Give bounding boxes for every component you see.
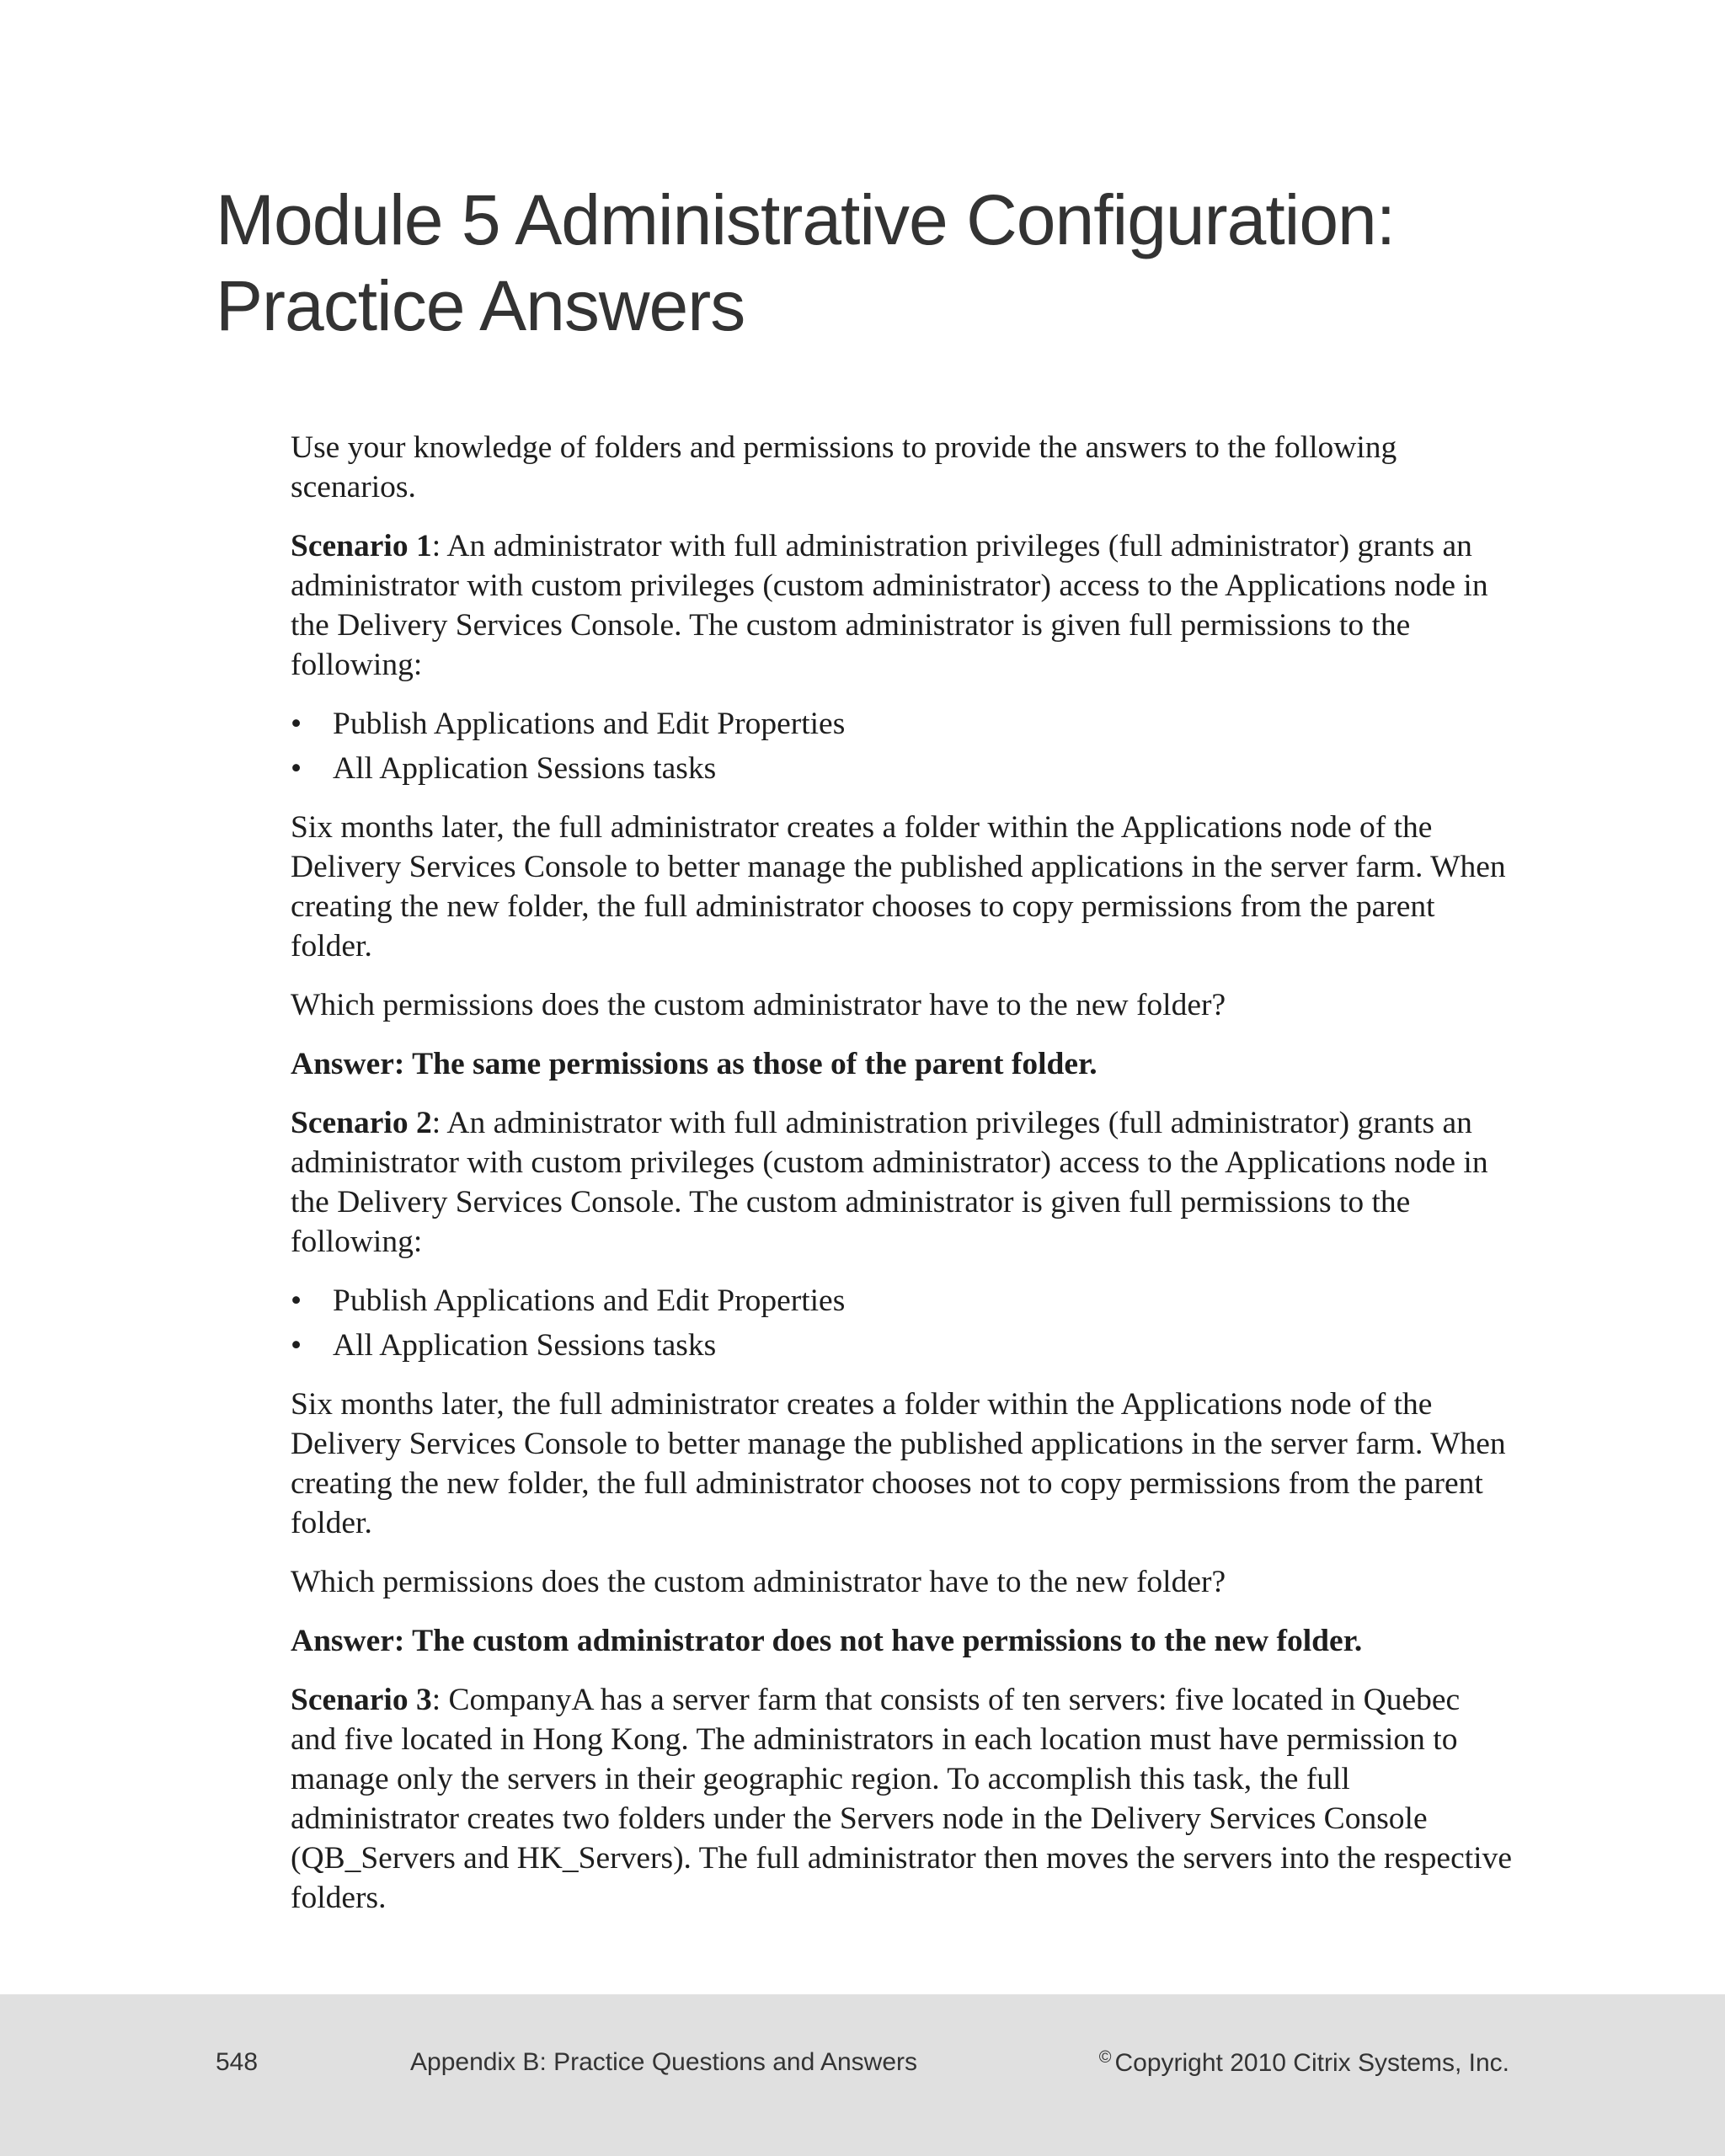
scenario-2-bullet-list — [291, 1281, 1512, 1365]
page-number: 548 — [216, 2048, 259, 2076]
scenario-1-answer-text: Answer: The same permissions as those of the parent folder. — [291, 1047, 1097, 1081]
copyright-notice — [1099, 2048, 1509, 2078]
scenario-3-paragraph — [291, 1680, 1512, 1918]
scenario-1-label: Scenario 1 — [291, 529, 432, 563]
scenario-2-paragraph — [291, 1103, 1512, 1262]
copyright-text: Copyright 2010 Citrix Systems, Inc. — [1114, 2049, 1509, 2077]
scenario-1-followup: Six months later, the full administrator creates a folder within the Applications node of the Delivery Services Console to better manage the published applications in the server farm. When creating the new folder, the full administrator chooses to copy permissions from the parent folder. — [291, 810, 1506, 963]
list-item — [291, 1326, 1512, 1365]
body-content — [291, 428, 1512, 1937]
copyright-icon: © — [1098, 2048, 1112, 2067]
list-item-text: Publish Applications and Edit Properties — [333, 707, 846, 741]
scenario-1-bullet-list — [291, 704, 1512, 788]
intro-paragraph: Use your knowledge of folders and permissions to provide the answers to the following scenarios. — [291, 430, 1397, 504]
scenario-3-text: : CompanyA has a server farm that consists of ten servers: five located in Quebec and five located in Hong Kong. The administrators in each location must have permission to manage only the servers in their geographic region. To accomplish this task, the full administrator creates two folders under the Servers node in the Delivery Services Console (QB_Servers and HK_Servers). The full administrator then moves the servers into the respective folders. — [291, 1683, 1512, 1915]
scenario-1-question: Which permissions does the custom administrator have to the new folder? — [291, 988, 1226, 1022]
list-item — [291, 1281, 1512, 1321]
bullet-icon: • — [291, 751, 302, 786]
scenario-2-followup: Six months later, the full administrator creates a folder within the Applications node of the Delivery Services Console to better manage the published applications in the server farm. When creating the new folder, the full administrator chooses not to copy permissions from the parent folder. — [291, 1387, 1506, 1540]
list-item — [291, 749, 1512, 788]
list-item — [291, 704, 1512, 744]
bullet-icon: • — [291, 1283, 302, 1318]
page-title-line-2: Practice Answers — [216, 266, 745, 345]
bullet-icon: • — [291, 1328, 302, 1363]
scenario-2-label: Scenario 2 — [291, 1106, 432, 1140]
list-item-text: All Application Sessions tasks — [333, 1328, 717, 1363]
scenario-1-text: : An administrator with full administration privileges (full administrator) grants an administrator with custom privileges (custom administrator) access to the Applications node in the Delivery Services Console. The custom administrator is given full permissions to the following: — [291, 529, 1488, 682]
page-title-line-1: Module 5 Administrative Configuration: — [216, 180, 1396, 259]
bullet-icon: • — [291, 707, 302, 741]
scenario-2-question: Which permissions does the custom administrator have to the new folder? — [291, 1565, 1226, 1599]
scenario-2-text: : An administrator with full administration privileges (full administrator) grants an administrator with custom privileges (custom administrator) access to the Applications node in the Delivery Services Console. The custom administrator is given full permissions to the following: — [291, 1106, 1488, 1259]
list-item-text: Publish Applications and Edit Properties — [333, 1283, 846, 1318]
list-item-text: All Application Sessions tasks — [333, 751, 717, 786]
scenario-2-answer-text: Answer: The custom administrator does not have permissions to the new folder. — [291, 1624, 1363, 1658]
page-title — [216, 177, 1563, 349]
page-footer — [0, 1994, 1725, 2156]
scenario-1-answer — [291, 1044, 1512, 1084]
scenario-2-answer — [291, 1621, 1512, 1661]
scenario-1-paragraph — [291, 526, 1512, 685]
scenario-3-label: Scenario 3 — [291, 1683, 432, 1717]
chapter-title: Appendix B: Practice Questions and Answers — [410, 2048, 917, 2076]
